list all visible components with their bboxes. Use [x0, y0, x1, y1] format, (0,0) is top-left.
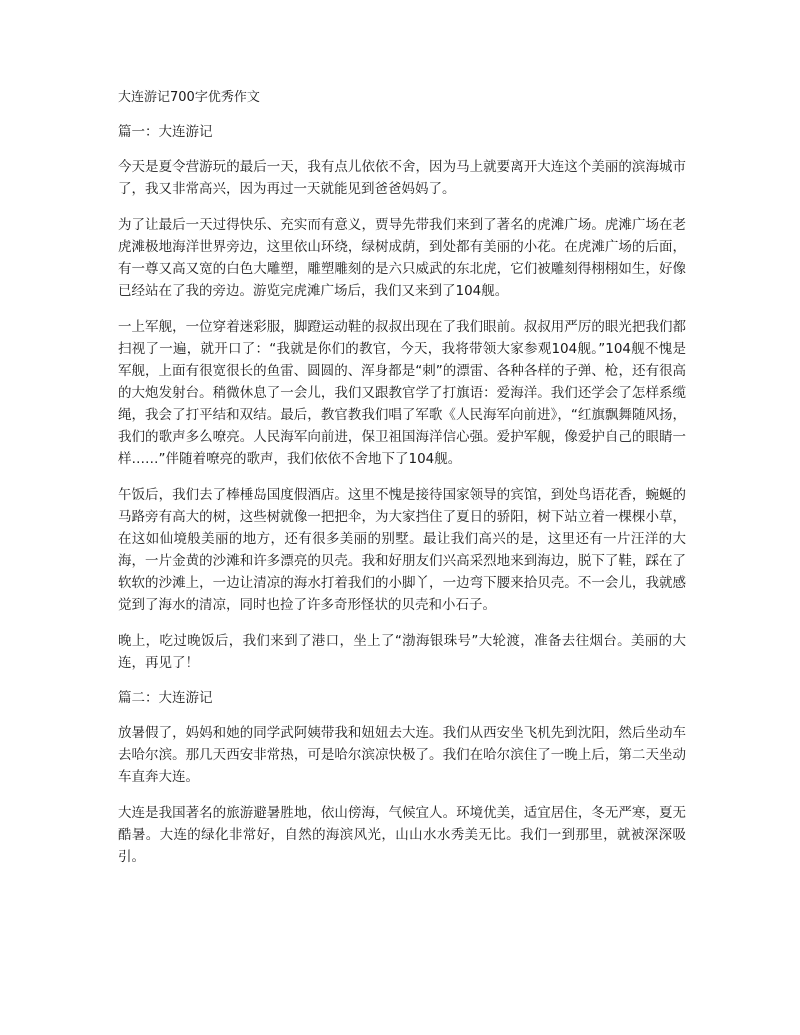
paragraph: 今天是夏令营游玩的最后一天，我有点儿依依不舍，因为马上就要离开大连这个美丽的滨海城市了，我又非常高兴，因为再过一天就能见到爸爸妈妈了。	[118, 159, 686, 197]
paragraph: 大连是我国著名的旅游避暑胜地，依山傍海，气候宜人。环境优美，适宜居住，冬无严寒，夏无酷暑。大连的绿化非常好，自然的海滨风光，山山水水秀美无比。我们一到那里，就被深深吸引。	[118, 805, 686, 865]
paragraph: 一上军舰，一位穿着迷彩服，脚蹬运动鞋的叔叔出现在了我们眼前。叔叔用严厉的眼光把我们都扫视了一遍，就开口了：“我就是你们的教官，今天，我将带领大家参观104舰。”104舰不愧是军舰，上面有很宽很长的鱼雷、圆圆的、浑身都是“刺”的漂雷、各种各样的子弹、枪，还有很高的大炮发射台。稍微休息了一会儿，我们又跟教官学了打旗语：爱海洋。我们还学会了怎样系缆绳，我会了打平结和双结。最后，教官教我们唱了军歌《人民海军向前进》，“红旗飘舞随风扬，我们的歌声多么嘹亮。人民海军向前进，保卫祖国海洋信心强。爱护军舰，像爱护自己的眼睛一样……”伴随着嘹亮的歌声，我们依依不舍地下了104舰。	[118, 319, 686, 467]
paragraph: 为了让最后一天过得快乐、充实而有意义，贾导先带我们来到了著名的虎滩广场。虎滩广场在老虎滩极地海洋世界旁边，这里依山环绕，绿树成荫，到处都有美丽的小花。在虎滩广场的后面，有一尊又高又宽的白色大雕塑，雕塑雕刻的是六只威武的东北虎，它们被雕刻得栩栩如生，好像已经站在了我的旁边。游览完虎滩广场后，我们又来到了104舰。	[118, 217, 686, 299]
paragraph: 午饭后，我们去了棒棰岛国度假酒店。这里不愧是接待国家领导的宾馆，到处鸟语花香，蜿蜒的马路旁有高大的树，这些树就像一把把伞，为大家挡住了夏日的骄阳，树下站立着一棵棵小草，在这如仙境般美丽的地方，还有很多美丽的别墅。最让我们高兴的是，这里还有一片汪洋的大海，一片金黄的沙滩和许多漂亮的贝壳。我和好朋友们兴高采烈地来到海边，脱下了鞋，踩在了软软的沙滩上，一边让清凉的海水打着我们的小脚丫，一边弯下腰来拾贝壳。不一会儿，我就感觉到了海水的清凉，同时也捡了许多奇形怪状的贝壳和小石子。	[118, 487, 686, 613]
section-1	[118, 122, 686, 674]
section-heading: 篇一：大连游记	[118, 124, 213, 140]
section-2	[118, 688, 686, 868]
document-page	[118, 88, 686, 882]
document-title: 大连游记700字优秀作文	[118, 90, 260, 105]
paragraph: 放暑假了，妈妈和她的同学武阿姨带我和妞妞去大连。我们从西安坐飞机先到沈阳，然后坐动车去哈尔滨。那几天西安非常热，可是哈尔滨凉快极了。我们在哈尔滨住了一晚上后，第二天坐动车直奔大连。	[118, 725, 686, 785]
paragraph: 晚上，吃过晚饭后，我们来到了港口，坐上了“渤海银珠号”大轮渡，准备去往烟台。美丽的大连，再见了！	[118, 633, 686, 671]
section-heading: 篇二：大连游记	[118, 690, 213, 706]
